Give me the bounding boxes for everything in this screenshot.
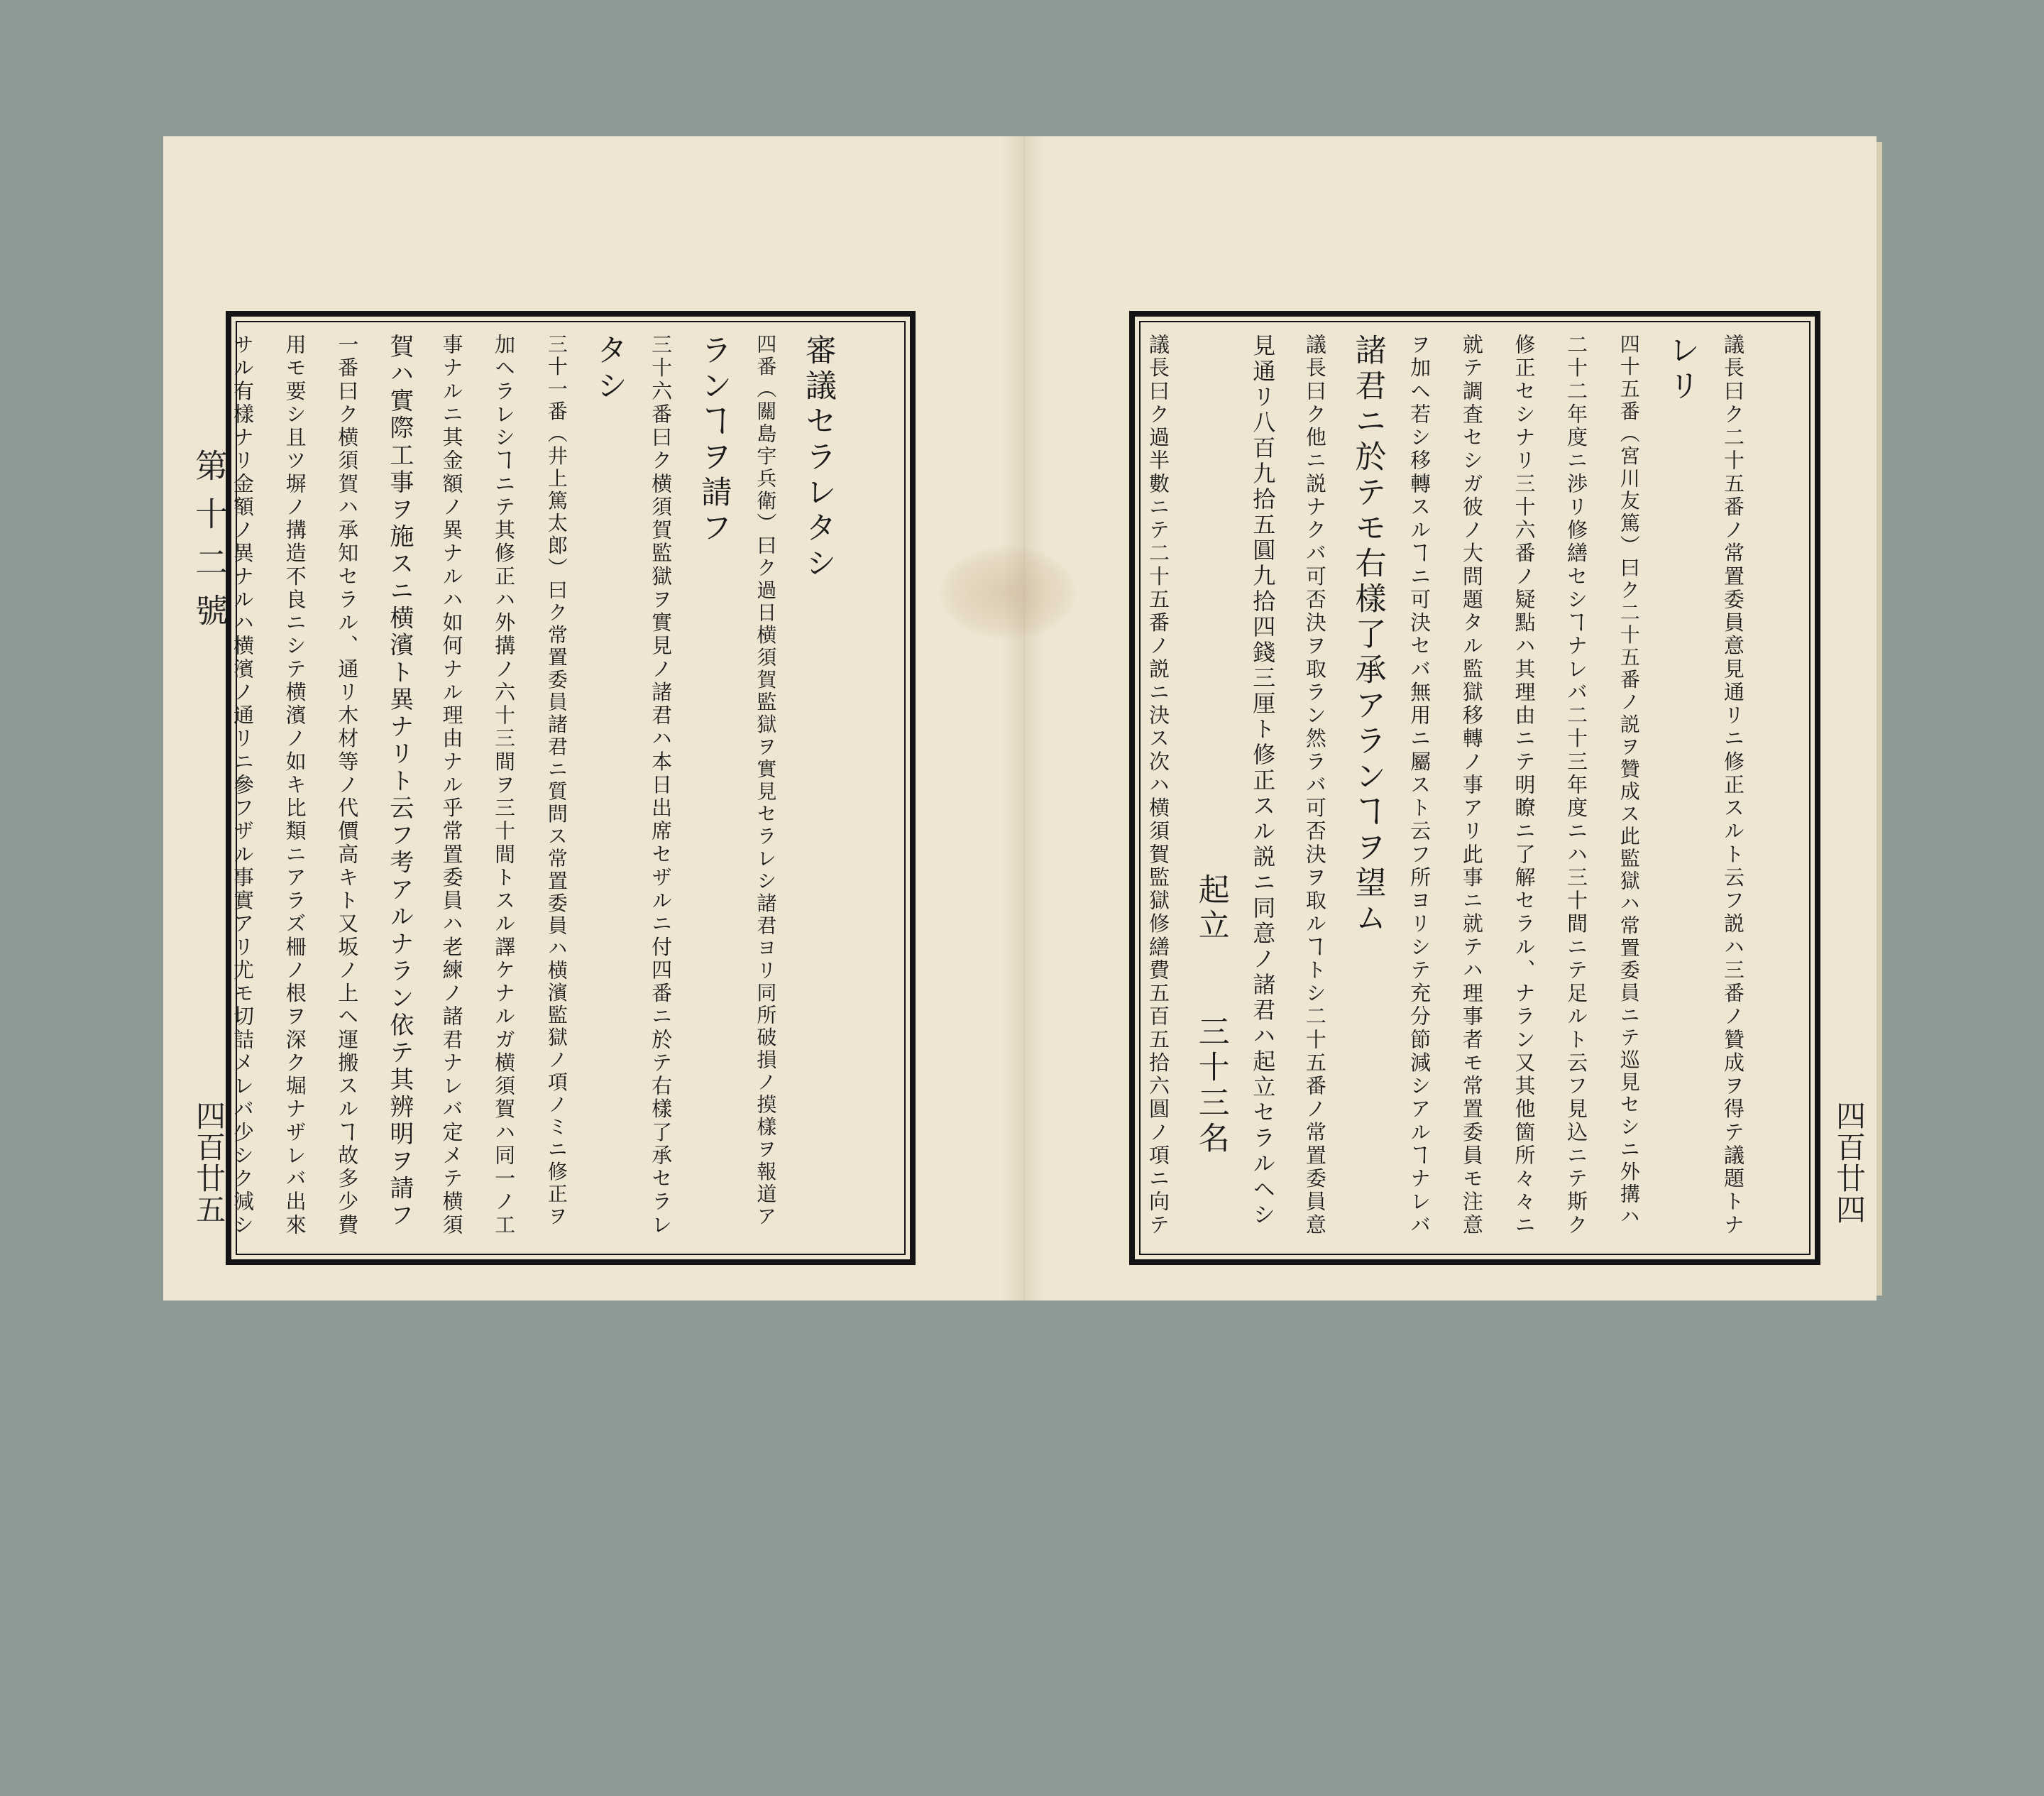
text-column: 修正セシナリ三十六番ノ疑點ハ其理由ニテ明瞭ニ了解セラル、ナラン又其他箇所々々ニ bbox=[1512, 334, 1537, 1237]
running-header: 第十二號 bbox=[190, 449, 229, 642]
text-column: 四番（關島宇兵衛）曰ク過日横須賀監獄ヲ實見セラレシ諸君ヨリ同所破損ノ摸樣ヲ報道ア bbox=[754, 334, 778, 1228]
paper-stain bbox=[940, 547, 1075, 639]
text-column: 起立 三十三名 bbox=[1192, 873, 1229, 1157]
text-column: レリ bbox=[1663, 334, 1700, 405]
text-column: 議長曰ク過半數ニテ二十五番ノ説ニ決ス次ハ横須賀監獄修繕費五百五拾六圓ノ項ニ向テ bbox=[1146, 334, 1170, 1237]
page-number: 四百廿四 bbox=[1832, 1100, 1867, 1225]
text-column: 一番曰ク横須賀ハ承知セラル、通リ木材等ノ代價高キト又坂ノ上ヘ運搬スルヿ故多少費 bbox=[335, 334, 360, 1237]
text-column: 事ナルニ其金額ノ異ナルハ如何ナル理由ナル乎常置委員ハ老練ノ諸君ナレバ定メテ横須 bbox=[439, 334, 464, 1237]
text-column: 議長曰ク他ニ説ナクバ可否決ヲ取ラン然ラバ可否決ヲ取ルヿトシ二十五番ノ常置委員意 bbox=[1302, 334, 1327, 1237]
book-gutter bbox=[1002, 136, 1046, 1301]
text-column: 就テ調査セシガ彼ノ大問題タル監獄移轉ノ事アリ此事ニ就テハ理事者モ常置委員モ注意 bbox=[1459, 334, 1484, 1237]
text-column: 用モ要シ且ツ塀ノ搆造不良ニシテ横濱ノ如キ比類ニアラズ柵ノ根ヲ深ク堀ナザレバ出來 bbox=[282, 334, 307, 1237]
page-number: 四百廿五 bbox=[192, 1100, 226, 1225]
text-column: 諸君ニ於テモ右樣了承アランヿヲ望ム bbox=[1349, 334, 1386, 937]
text-column: サル有樣ナリ金額ノ異ナルハ横濱ノ通リニ參フザル事實アリ尤モ切詰メレバ少シク減シ bbox=[231, 334, 255, 1237]
text-column: 三十六番曰ク横須賀監獄ヲ實見ノ諸君ハ本日出席セザルニ付四番ニ於テ右樣了承セラレ bbox=[649, 334, 674, 1237]
text-column: 見通リ八百九拾五圓九拾四錢三厘ト修正スル説ニ同意ノ諸君ハ起立セラルヘシ bbox=[1249, 334, 1277, 1228]
text-column: 議長曰ク二十五番ノ常置委員意見通リニ修正スルト云フ説ハ三番ノ贊成ヲ得テ議題トナ bbox=[1721, 334, 1745, 1237]
text-column: ヲ加ヘ若シ移轉スルヿニ可決セバ無用ニ屬スト云フ所ヨリシテ充分節減シアルヿナレバ bbox=[1407, 334, 1432, 1237]
text-column: 三十一番（井上篤太郎）曰ク常置委員諸君ニ質問ス常置委員ハ横濱監獄ノ項ノミニ修正ヲ bbox=[544, 334, 568, 1228]
text-column: 二十二年度ニ渉リ修繕セシヿナレバ二十三年度ニハ三十間ニテ足ルト云フ見込ニテ斯ク bbox=[1564, 334, 1589, 1237]
text-column: 賀ハ實際工事ヲ施スニ横濱ト異ナリト云フ考アルナラン依テ其辨明ヲ請フ bbox=[385, 334, 414, 1230]
text-column: タシ bbox=[590, 334, 627, 405]
text-column: 四十五番（宮川友篤）曰ク二十五番ノ説ヲ贊成ス此監獄ハ常置委員ニテ巡見セシニ外搆ハ bbox=[1617, 334, 1641, 1228]
text-column: ランヿヲ請フ bbox=[695, 334, 732, 547]
text-column: 加ヘラレシヿニテ其修正ハ外搆ノ六十三間ヲ三十間トスル譯ケナルガ横須賀ハ同一ノ工 bbox=[492, 334, 517, 1237]
text-column: 審議セラレタシ bbox=[800, 334, 836, 582]
